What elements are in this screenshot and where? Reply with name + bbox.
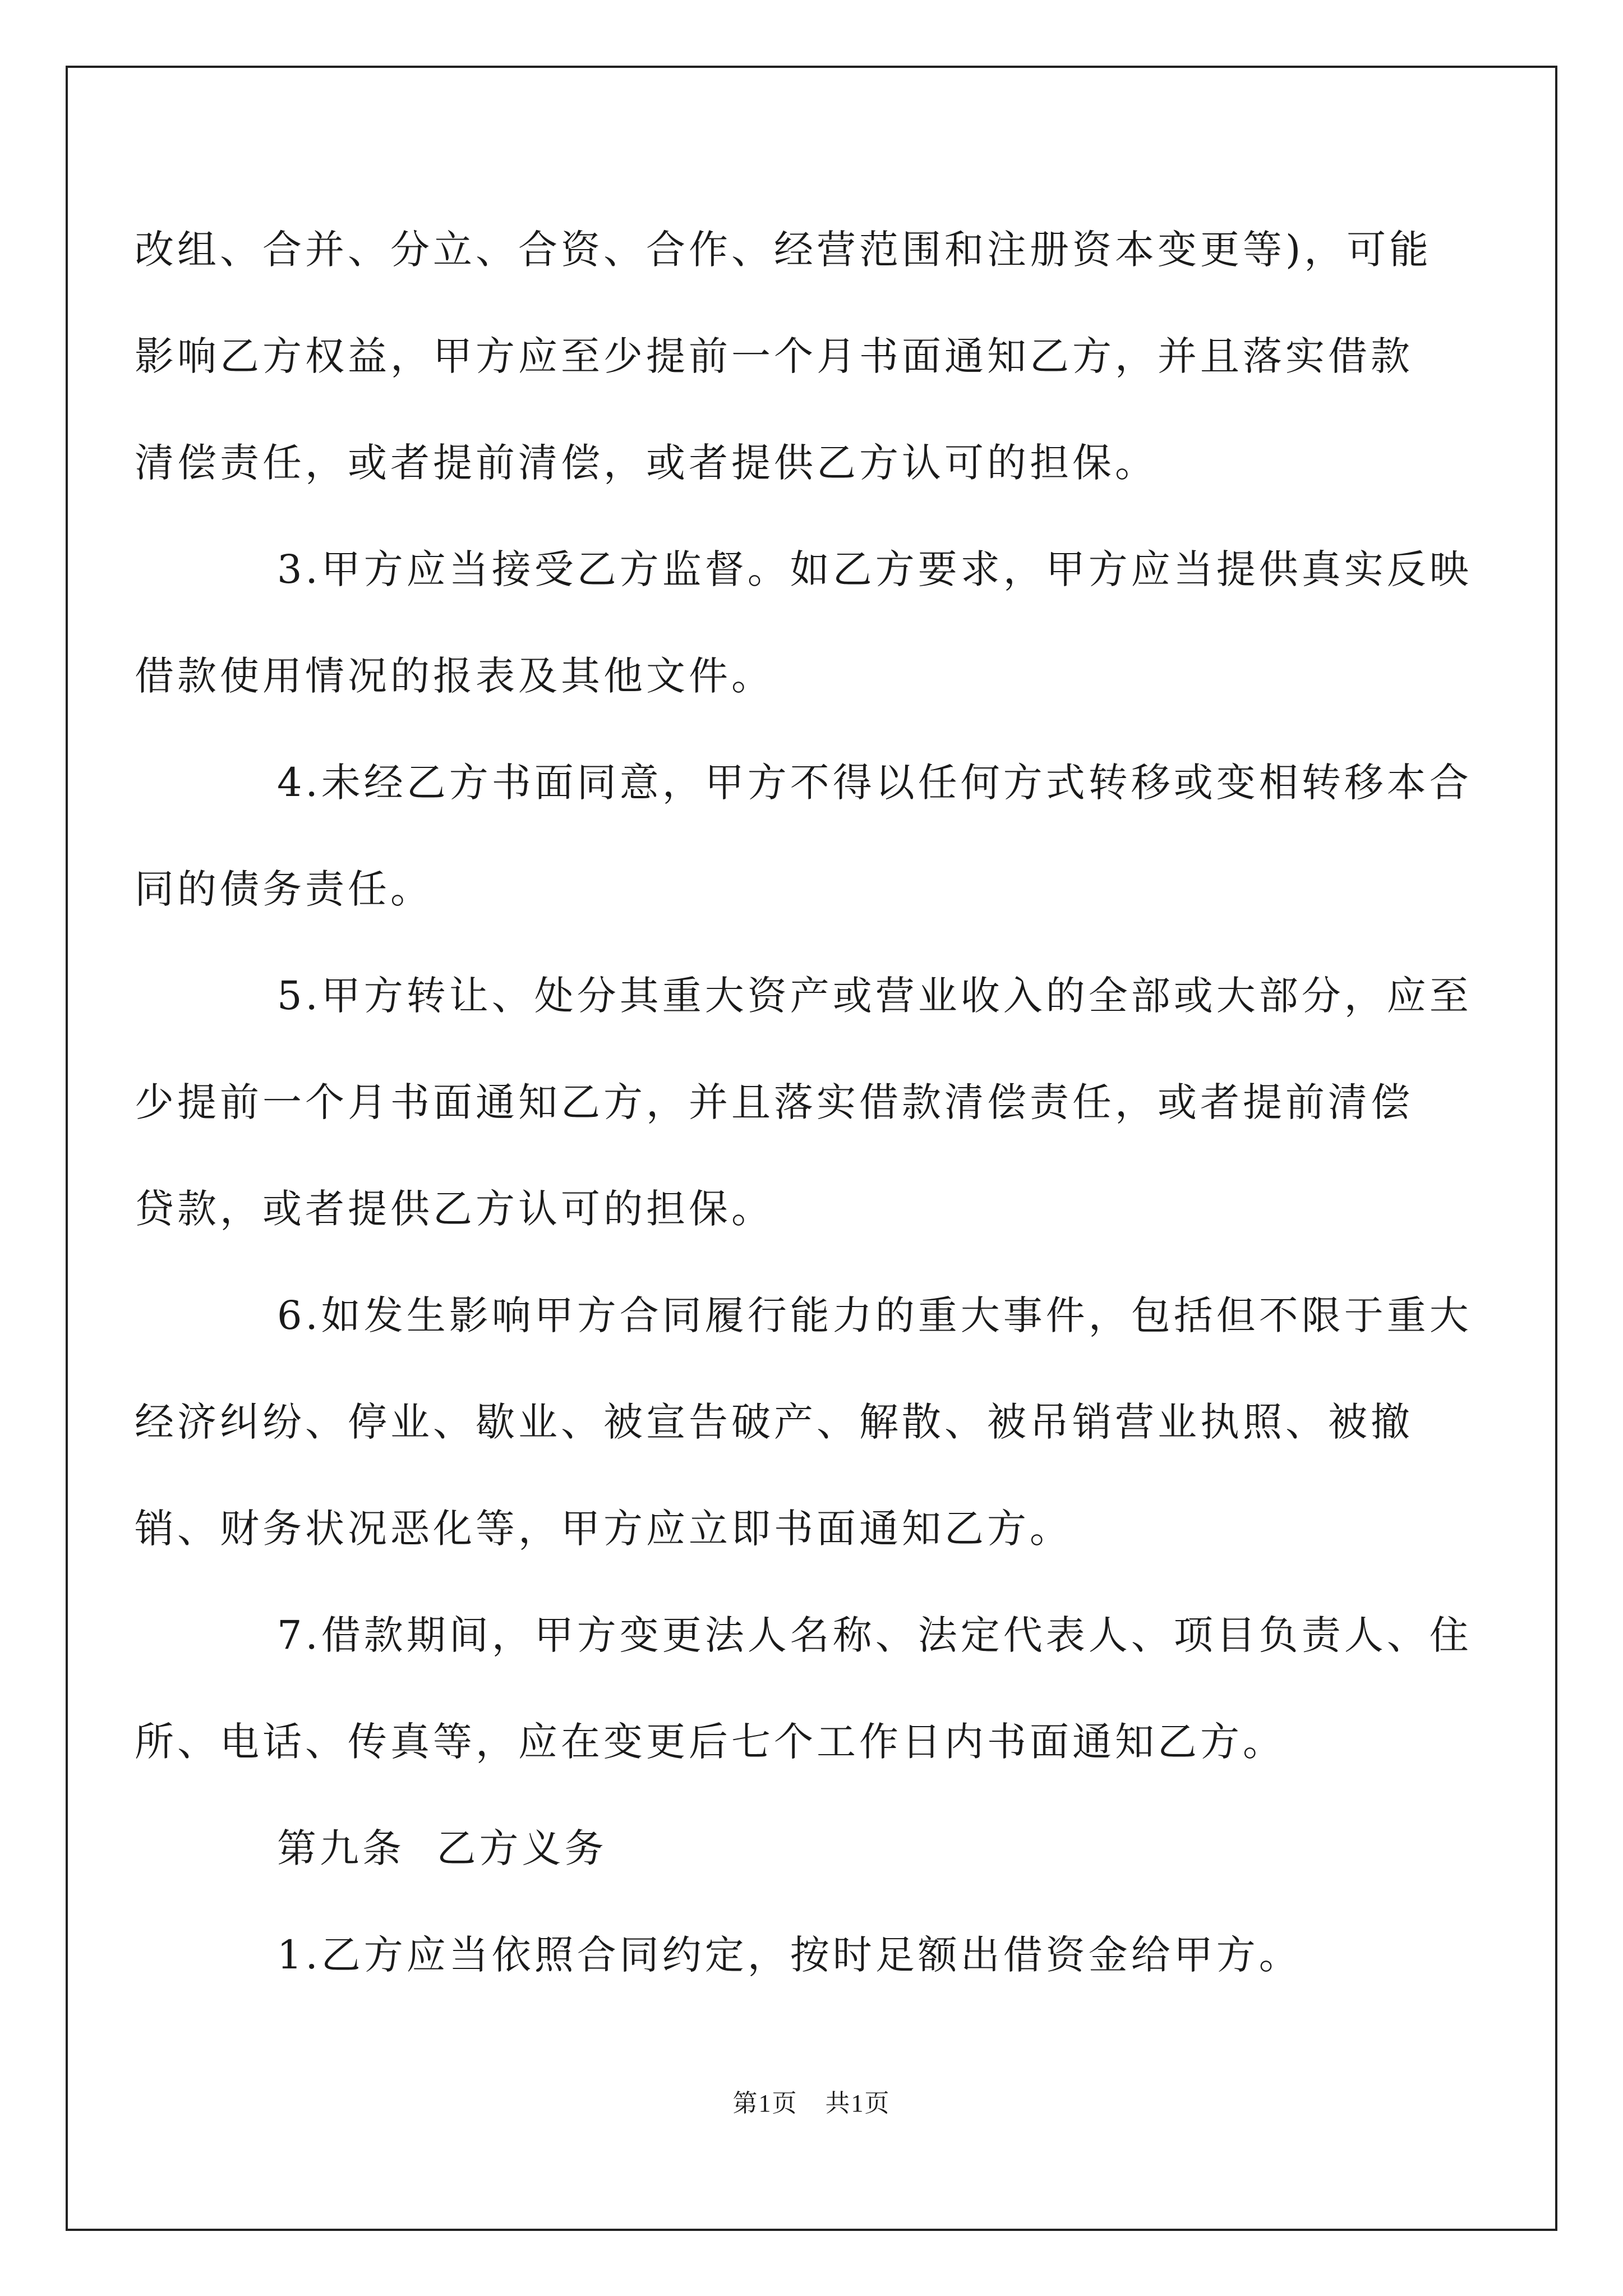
text-line-7: 同的债务责任。: [135, 866, 433, 912]
text-line-12: 经济纠纷、停业、歇业、被宣告破产、解散、被吊销营业执照、被撤: [135, 1399, 1413, 1445]
text-line-8: 5.甲方转让、处分其重大资产或营业收入的全部或大部分，应至: [277, 973, 1472, 1019]
text-line-9: 少提前一个月书面通知乙方，并且落实借款清偿责任，或者提前清偿: [135, 1079, 1413, 1125]
page-number-total: 共1页: [825, 2090, 891, 2117]
text-line-13: 销、财务状况恶化等，甲方应立即书面通知乙方。: [135, 1506, 1072, 1552]
page-number-current: 第1页: [732, 2090, 798, 2117]
section-heading: 第九条 乙方义务: [277, 1825, 607, 1871]
text-line-15: 所、电话、传真等，应在变更后七个工作日内书面通知乙方。: [135, 1719, 1285, 1765]
text-line-10: 贷款，或者提供乙方认可的担保。: [135, 1186, 774, 1232]
text-line-11: 6.如发生影响甲方合同履行能力的重大事件，包括但不限于重大: [277, 1292, 1472, 1338]
text-line-4: 3.甲方应当接受乙方监督。如乙方要求，甲方应当提供真实反映: [277, 546, 1472, 592]
text-line-6: 4.未经乙方书面同意，甲方不得以任何方式转移或变相转移本合: [277, 760, 1472, 806]
text-line-17: 1.乙方应当依照合同约定，按时足额出借资金给甲方。: [277, 1932, 1302, 1978]
page-border: [66, 66, 1557, 2231]
text-line-14: 7.借款期间，甲方变更法人名称、法定代表人、项目负责人、住: [277, 1612, 1472, 1658]
text-line-1: 改组、合并、分立、合资、合作、经营范围和注册资本变更等)，可能: [135, 227, 1432, 273]
text-line-5: 借款使用情况的报表及其他文件。: [135, 653, 774, 699]
text-line-3: 清偿责任，或者提前清偿，或者提供乙方认可的担保。: [135, 440, 1158, 486]
page-footer: [0, 2087, 1623, 2120]
text-line-2: 影响乙方权益，甲方应至少提前一个月书面通知乙方，并且落实借款: [135, 333, 1413, 379]
